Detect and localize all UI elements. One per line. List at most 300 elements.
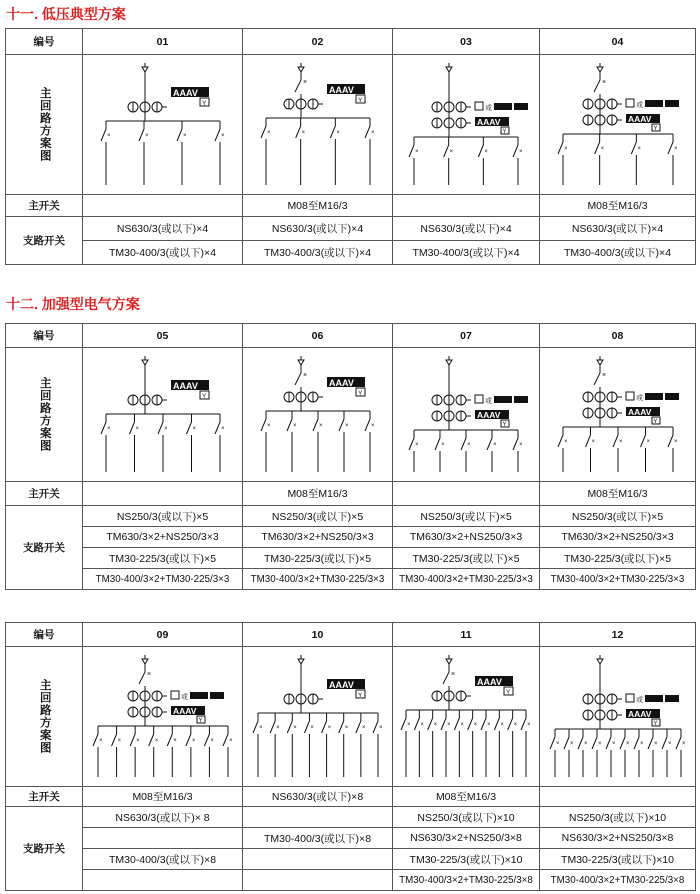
switch-mark: × [519, 148, 523, 155]
branch-switch-icon [592, 737, 597, 749]
branch-value: NS630/3×2+NS250/3×8 [540, 828, 696, 849]
circuit-diagram-01 [88, 57, 238, 193]
switch-mark: × [449, 148, 454, 155]
switch-mark: × [467, 441, 471, 448]
circuit-diagram-05 [88, 350, 238, 480]
branch-switch-icon [204, 734, 209, 746]
main-switch-value: M08至M16/3 [243, 482, 393, 506]
branch-value: NS630/3(或以下)×4 [540, 217, 696, 241]
branch-value: TM30-400/3×2+TM30-225/3×8 [540, 870, 696, 891]
switch-mark: × [163, 425, 168, 432]
branch-switch-icon [139, 129, 144, 141]
branch-value: TM30-400/3×2+TM30-225/3×3 [540, 569, 696, 590]
branch-switch-icon [111, 734, 116, 746]
branch-switch-icon [435, 438, 440, 450]
id-label: 编号 [6, 29, 83, 55]
main-switch-value: M08至M16/3 [540, 195, 696, 217]
section-title: 十一. 低压典型方案 [6, 6, 126, 22]
switch-mark: × [451, 670, 456, 678]
switch-mark: × [600, 145, 604, 152]
meter-label: AAAV [328, 679, 354, 690]
switch-mark: × [378, 724, 383, 731]
fuse-label: Y [357, 389, 362, 397]
main-switch-value [540, 787, 696, 807]
circuit-diagram-11 [396, 649, 536, 785]
switch-mark: × [460, 721, 464, 728]
branch-switch-icon [177, 129, 182, 141]
fuse-label: Y [506, 688, 511, 696]
branch-switch-icon [513, 145, 518, 157]
scheme-id: 05 [83, 324, 243, 348]
main-switch-icon [594, 373, 600, 385]
branch-switch-icon [373, 721, 378, 733]
source-icon [446, 356, 452, 365]
meter-icon [645, 100, 663, 107]
branch-switch-icon [167, 734, 172, 746]
switch-mark: × [447, 721, 451, 728]
switch-mark: × [220, 132, 225, 139]
meter-label: AAAV [477, 116, 501, 127]
meter-icon [210, 692, 224, 699]
meter-icon [626, 392, 634, 400]
scheme-table-3 [5, 622, 696, 891]
switch-mark: × [601, 371, 606, 379]
switch-mark: × [309, 724, 314, 731]
circuit-diagram-04 [545, 57, 691, 193]
main-switch-value [393, 195, 540, 217]
branch-value: NS250/3(或以下)×5 [540, 506, 696, 527]
switch-mark: × [106, 425, 111, 432]
meter-label: AAAV [328, 377, 354, 388]
branch-switch-icon [261, 419, 266, 431]
branch-value: TM630/3×2+NS250/3×3 [243, 527, 393, 548]
main-switch-icon [139, 672, 145, 684]
branch-switch-icon [148, 734, 153, 746]
scheme-id: 12 [540, 623, 696, 647]
switch-mark: × [441, 441, 445, 448]
switch-mark: × [500, 721, 504, 728]
branch-switch-icon [409, 145, 414, 157]
branch-switch-icon [594, 142, 599, 154]
branch-value: TM30-225/3(或以下)×5 [540, 548, 696, 569]
fuse-label: Y [201, 99, 206, 107]
scheme-id: 10 [243, 623, 393, 647]
meter-icon [665, 100, 679, 107]
branch-switch-icon [558, 435, 563, 447]
branch-value: NS250/3(或以下)×5 [83, 506, 243, 527]
circuit-diagram-03 [396, 57, 536, 193]
switch-mark: × [275, 724, 280, 731]
diagram-label: 主回路方案图 [38, 679, 51, 754]
branch-switch-label: 支路开关 [6, 506, 83, 590]
branch-switch-icon [441, 718, 446, 730]
switch-mark: × [292, 724, 297, 731]
switch-mark: × [673, 438, 678, 445]
switch-mark: × [569, 740, 574, 747]
branch-switch-label: 支路开关 [6, 217, 83, 265]
circuit-diagram-12 [545, 649, 691, 785]
id-label: 编号 [6, 324, 83, 348]
switch-mark: × [266, 129, 271, 136]
source-icon [142, 63, 148, 72]
switch-mark: × [555, 740, 560, 747]
main-switch-value: M08至M16/3 [243, 195, 393, 217]
or-label: 或 [635, 696, 643, 704]
branch-value: TM630/3×2+NS250/3×3 [540, 527, 696, 548]
main-switch-label: 主开关 [6, 482, 83, 506]
meter-icon [645, 393, 663, 400]
scheme-id: 06 [243, 324, 393, 348]
meter-label: AAAV [172, 380, 198, 391]
switch-mark: × [135, 425, 139, 432]
switch-mark: × [433, 721, 438, 728]
scheme-id: 01 [83, 29, 243, 55]
switch-mark: × [318, 422, 323, 429]
fuse-label: Y [653, 720, 658, 727]
switch-mark: × [106, 132, 111, 139]
branch-switch-icon [313, 419, 318, 431]
switch-mark: × [258, 724, 263, 731]
switch-mark: × [292, 422, 297, 429]
fuse-label: Y [357, 691, 362, 699]
source-icon [298, 655, 304, 664]
or-label: 或 [485, 397, 492, 405]
branch-switch-icon [321, 721, 326, 733]
or-label: 或 [635, 394, 643, 402]
branch-switch-icon [521, 718, 526, 730]
fuse-label: Y [198, 717, 203, 724]
fuse-label: Y [653, 125, 658, 132]
branch-value: NS630/3(或以下)× 8 [83, 807, 243, 828]
branch-value [243, 870, 393, 891]
branch-switch-icon [578, 737, 583, 749]
branch-value: TM30-225/3(或以下)×10 [540, 849, 696, 870]
switch-mark: × [172, 737, 177, 744]
switch-mark: × [618, 438, 623, 445]
branch-value [83, 828, 243, 849]
branch-value: NS630/3(或以下)×4 [243, 217, 393, 241]
main-switch-label: 主开关 [6, 195, 83, 217]
branch-switch-icon [620, 737, 625, 749]
branch-value: TM30-400/3(或以下)×8 [83, 849, 243, 870]
branch-switch-icon [330, 126, 335, 138]
branch-switch-icon [662, 737, 667, 749]
circuit-diagram-10 [248, 649, 388, 785]
source-icon [298, 356, 304, 365]
or-label: 或 [485, 104, 492, 112]
switch-mark: × [370, 422, 375, 429]
branch-switch-icon [339, 419, 344, 431]
switch-mark: × [415, 148, 419, 155]
source-icon [597, 63, 603, 72]
switch-mark: × [597, 740, 602, 747]
switch-mark: × [302, 78, 307, 86]
branch-switch-icon [93, 734, 98, 746]
meter-icon [190, 692, 208, 699]
circuit-diagram-06 [248, 350, 388, 480]
switch-mark: × [144, 132, 149, 139]
main-switch-value: M08至M16/3 [83, 787, 243, 807]
switch-mark: × [681, 740, 686, 747]
branch-value: TM630/3×2+NS250/3×3 [393, 527, 540, 548]
circuit-diagram-08 [545, 350, 691, 480]
scheme-id: 11 [393, 623, 540, 647]
branch-switch-icon [223, 734, 228, 746]
meter-icon [645, 695, 663, 702]
main-switch-value [83, 482, 243, 506]
meter-label: AAAV [627, 708, 651, 719]
branch-value: NS630/3(或以下)×4 [393, 217, 540, 241]
switch-mark: × [344, 422, 349, 429]
switch-mark: × [487, 721, 491, 728]
main-switch-icon [295, 373, 301, 385]
branch-value: TM30-400/3×2+TM30-225/3×3 [243, 569, 393, 590]
main-switch-value: M08至M16/3 [540, 482, 696, 506]
branch-value: TM30-400/3(或以下)×4 [243, 241, 393, 265]
branch-switch-icon [613, 435, 618, 447]
branch-switch-icon [564, 737, 569, 749]
main-switch-value: M08至M16/3 [393, 787, 540, 807]
switch-mark: × [583, 740, 588, 747]
switch-mark: × [302, 371, 307, 379]
switch-mark: × [667, 740, 672, 747]
switch-mark: × [327, 724, 331, 731]
branch-switch-icon [253, 721, 258, 733]
switch-mark: × [519, 441, 523, 448]
branch-switch-icon [186, 422, 191, 434]
switch-mark: × [420, 721, 424, 728]
branch-value: NS250/3(或以下)×5 [243, 506, 393, 527]
switch-mark: × [209, 737, 214, 744]
main-switch-value [83, 195, 243, 217]
branch-switch-icon [444, 145, 449, 157]
branch-switch-icon [215, 129, 220, 141]
switch-mark: × [228, 737, 233, 744]
switch-mark: × [611, 740, 616, 747]
meter-icon [475, 395, 483, 403]
branch-value [243, 807, 393, 828]
switch-mark: × [484, 148, 488, 155]
branch-switch-icon [414, 718, 419, 730]
meter-label: AAAV [627, 113, 651, 124]
meter-icon [171, 691, 179, 699]
source-icon [298, 63, 304, 72]
switch-mark: × [117, 737, 121, 744]
branch-value [243, 849, 393, 870]
switch-mark: × [639, 740, 644, 747]
branch-value: TM30-225/3(或以下)×5 [393, 548, 540, 569]
branch-switch-icon [494, 718, 499, 730]
branch-value [83, 870, 243, 891]
branch-switch-icon [338, 721, 343, 733]
branch-switch-icon [478, 145, 483, 157]
meter-icon [514, 396, 528, 403]
source-icon [597, 356, 603, 365]
source-icon [446, 655, 452, 664]
branch-switch-icon [304, 721, 309, 733]
switch-mark: × [135, 737, 140, 744]
meter-icon [626, 99, 634, 107]
fuse-label: Y [502, 128, 507, 135]
fuse-label: Y [653, 418, 658, 425]
fuse-label: Y [357, 96, 362, 104]
branch-switch-icon [270, 721, 275, 733]
source-icon [142, 655, 148, 664]
switch-mark: × [370, 129, 375, 136]
switch-mark: × [335, 129, 340, 136]
diagram-label: 主回路方案图 [38, 377, 51, 452]
branch-value: TM30-400/3(或以下)×8 [243, 828, 393, 849]
main-switch-value: NS630/3(或以下)×8 [243, 787, 393, 807]
branch-switch-icon [261, 126, 266, 138]
scheme-id: 09 [83, 623, 243, 647]
branch-switch-icon [648, 737, 653, 749]
scheme-table-1 [5, 28, 696, 265]
branch-value: NS250/3(或以下)×5 [393, 506, 540, 527]
branch-value: TM30-225/3(或以下)×5 [243, 548, 393, 569]
meter-icon [665, 695, 679, 702]
scheme-id: 08 [540, 324, 696, 348]
branch-switch-icon [558, 142, 563, 154]
branch-switch-icon [508, 718, 513, 730]
switch-mark: × [192, 425, 196, 432]
branch-switch-icon [585, 435, 590, 447]
branch-switch-icon [468, 718, 473, 730]
scheme-id: 04 [540, 29, 696, 55]
meter-icon [494, 103, 512, 110]
branch-value: TM30-400/3(或以下)×4 [83, 241, 243, 265]
branch-switch-icon [428, 718, 433, 730]
meter-label: AAAV [328, 84, 354, 95]
id-label: 编号 [6, 623, 83, 647]
branch-value: TM30-225/3(或以下)×5 [83, 548, 243, 569]
scheme-table-2 [5, 323, 696, 590]
branch-switch-icon [365, 419, 370, 431]
branch-switch-icon [215, 422, 220, 434]
meter-icon [665, 393, 679, 400]
switch-mark: × [591, 438, 595, 445]
branch-value: NS250/3(或以下)×10 [393, 807, 540, 828]
switch-mark: × [154, 737, 158, 744]
branch-value: NS630/3(或以下)×4 [83, 217, 243, 241]
main-switch-value [393, 482, 540, 506]
branch-switch-icon [634, 737, 639, 749]
branch-switch-icon [129, 422, 134, 434]
branch-switch-icon [409, 438, 414, 450]
branch-switch-icon [640, 435, 645, 447]
switch-mark: × [146, 670, 151, 678]
source-icon [142, 356, 148, 365]
main-switch-label: 主开关 [6, 787, 83, 807]
branch-switch-icon [355, 721, 360, 733]
diagram-label: 主回路方案图 [38, 87, 51, 162]
branch-switch-icon [676, 737, 681, 749]
branch-value: TM30-400/3(或以下)×4 [393, 241, 540, 265]
branch-switch-icon [185, 734, 190, 746]
circuit-diagram-02 [248, 57, 388, 193]
switch-mark: × [182, 132, 187, 139]
or-label: 或 [180, 693, 188, 701]
or-label: 或 [635, 101, 643, 109]
fuse-label: Y [201, 392, 206, 400]
branch-value: NS250/3(或以下)×10 [540, 807, 696, 828]
branch-switch-icon [631, 142, 636, 154]
branch-switch-icon [454, 718, 459, 730]
switch-mark: × [673, 145, 678, 152]
main-switch-icon [295, 80, 301, 92]
branch-value: TM30-400/3×2+TM30-225/3×3 [393, 569, 540, 590]
switch-mark: × [527, 721, 531, 728]
branch-switch-icon [401, 718, 406, 730]
main-switch-icon [443, 672, 449, 684]
branch-switch-icon [287, 419, 292, 431]
meter-label: AAAV [627, 406, 651, 417]
scheme-id: 02 [243, 29, 393, 55]
switch-mark: × [361, 724, 365, 731]
switch-mark: × [601, 78, 606, 86]
branch-switch-icon [461, 438, 466, 450]
circuit-diagram-07 [396, 350, 536, 480]
meter-icon [494, 396, 512, 403]
branch-switch-icon [365, 126, 370, 138]
branch-switch-icon [550, 737, 555, 749]
meter-label: AAAV [172, 87, 198, 98]
switch-mark: × [653, 740, 658, 747]
switch-mark: × [625, 740, 630, 747]
switch-mark: × [344, 724, 348, 731]
branch-value: TM30-400/3×2+TM30-225/3×8 [393, 870, 540, 891]
branch-switch-icon [158, 422, 163, 434]
source-icon [597, 655, 603, 664]
meter-icon [514, 103, 528, 110]
fuse-label: Y [502, 421, 507, 428]
branch-value: TM30-400/3(或以下)×4 [540, 241, 696, 265]
switch-mark: × [220, 425, 225, 432]
switch-mark: × [563, 145, 568, 152]
section-title: 十二. 加强型电气方案 [6, 296, 140, 312]
switch-mark: × [415, 441, 419, 448]
switch-mark: × [98, 737, 103, 744]
branch-switch-icon [101, 129, 106, 141]
branch-switch-icon [130, 734, 135, 746]
branch-value: TM30-400/3×2+TM30-225/3×3 [83, 569, 243, 590]
branch-switch-label: 支路开关 [6, 807, 83, 891]
switch-mark: × [266, 422, 271, 429]
scheme-id: 03 [393, 29, 540, 55]
meter-label: AAAV [172, 705, 196, 716]
switch-mark: × [563, 438, 568, 445]
meter-label: AAAV [477, 676, 502, 687]
branch-value: TM630/3×2+NS250/3×3 [83, 527, 243, 548]
branch-value: TM30-225/3(或以下)×10 [393, 849, 540, 870]
branch-switch-icon [606, 737, 611, 749]
switch-mark: × [513, 721, 518, 728]
branch-switch-icon [287, 721, 292, 733]
branch-switch-icon [668, 435, 673, 447]
switch-mark: × [473, 721, 478, 728]
branch-switch-icon [487, 438, 492, 450]
branch-switch-icon [668, 142, 673, 154]
branch-switch-icon [101, 422, 106, 434]
switch-mark: × [636, 145, 641, 152]
meter-icon [475, 102, 483, 110]
source-icon [446, 63, 452, 72]
meter-label: AAAV [477, 409, 501, 420]
meter-icon [626, 694, 634, 702]
circuit-diagram-09 [88, 649, 238, 785]
switch-mark: × [407, 721, 411, 728]
scheme-id: 07 [393, 324, 540, 348]
